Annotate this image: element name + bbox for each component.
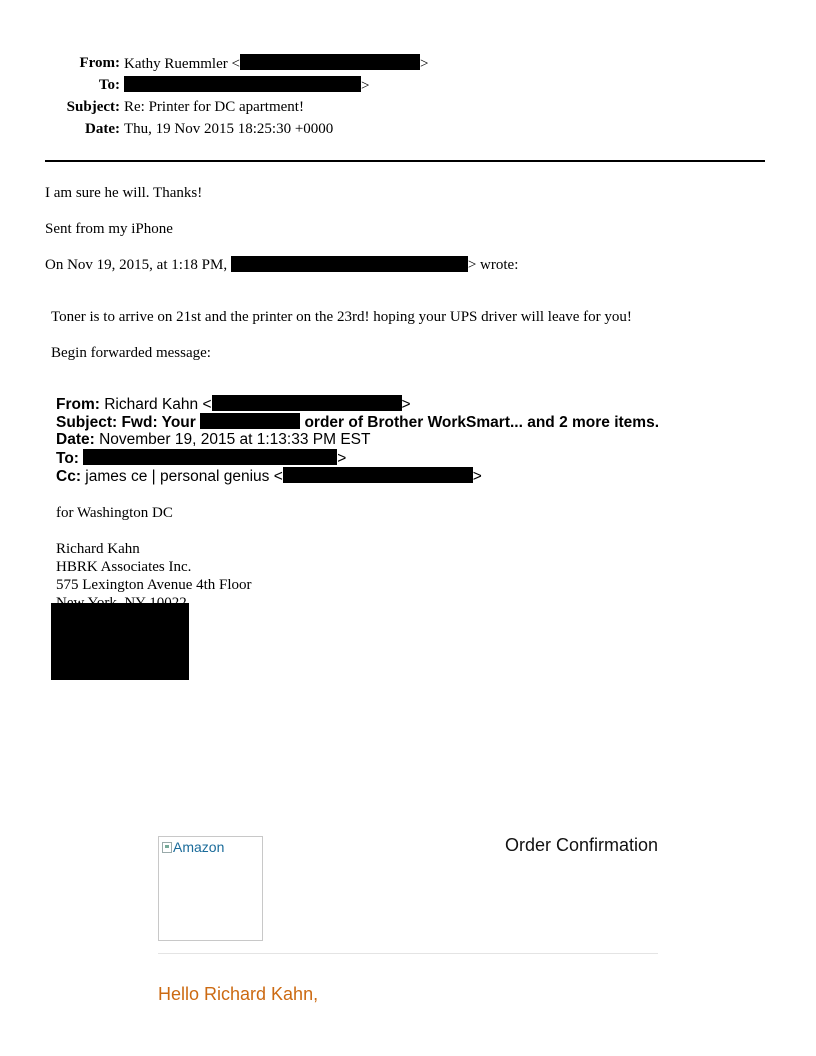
redacted-email (283, 467, 473, 483)
fwd-to-label: To: (56, 450, 79, 467)
to-label: To: (98, 77, 120, 93)
subject-value: Re: Printer for DC apartment! (124, 99, 304, 115)
sent-from-line: Sent from my iPhone (45, 221, 173, 237)
amazon-logo-alt[interactable]: Amazon (173, 839, 225, 855)
greeting: Hello Richard Kahn, (158, 984, 319, 1004)
from-value: Kathy Ruemmler < (124, 56, 240, 72)
header-divider (45, 160, 765, 162)
toner-line: Toner is to arrive on 21st and the printer on the 23rd! hoping your UPS driver will leave for you! (51, 309, 632, 325)
redacted-email (83, 449, 337, 465)
fwd-from-value: Richard Kahn < (104, 396, 212, 413)
redacted-email (124, 76, 361, 92)
begin-forwarded: Begin forwarded message: (51, 345, 211, 361)
redacted-email (240, 54, 420, 70)
fwd-date-label: Date: (56, 431, 95, 448)
fwd-date-row (56, 431, 370, 449)
quote-intro: On Nov 19, 2015, at 1:18 PM, > wrote: (45, 257, 519, 273)
fwd-subject-row: Subject: Fwd: Your order of Brother WorkSmart... and 2 more items. (56, 414, 660, 431)
fwd-date-value: November 19, 2015 at 1:13:33 PM EST (99, 431, 371, 448)
broken-image-icon (162, 842, 172, 853)
from-label: From: (79, 55, 120, 71)
reply-line: I am sure he will. Thanks! (45, 185, 203, 201)
signature-name: Richard Kahn (56, 541, 140, 557)
signature-address: 575 Lexington Avenue 4th Floor (56, 577, 252, 593)
fwd-subject-label: Subject: (56, 414, 118, 431)
redacted-order-number (200, 413, 300, 429)
fwd-to-row: To: > (56, 450, 347, 467)
fwd-cc-row: Cc: james ce | personal genius < > (56, 468, 482, 485)
redacted-block (51, 603, 189, 680)
section-divider (158, 953, 658, 954)
amazon-logo-image[interactable] (158, 836, 263, 941)
date-value: Thu, 19 Nov 2015 18:25:30 +0000 (124, 121, 334, 137)
date-label: Date: (85, 121, 120, 137)
subject-label: Subject: (66, 99, 120, 115)
redacted-sender (231, 256, 468, 272)
order-confirmation-title: Order Confirmation (505, 835, 659, 855)
fwd-cc-value: james ce | personal genius < (85, 468, 283, 485)
fwd-from-row: From: Richard Kahn < > (56, 396, 411, 413)
signature-company: HBRK Associates Inc. (56, 559, 192, 575)
for-line: for Washington DC (56, 505, 173, 521)
redacted-email (212, 395, 402, 411)
fwd-from-label: From: (56, 396, 100, 413)
fwd-cc-label: Cc: (56, 468, 81, 485)
